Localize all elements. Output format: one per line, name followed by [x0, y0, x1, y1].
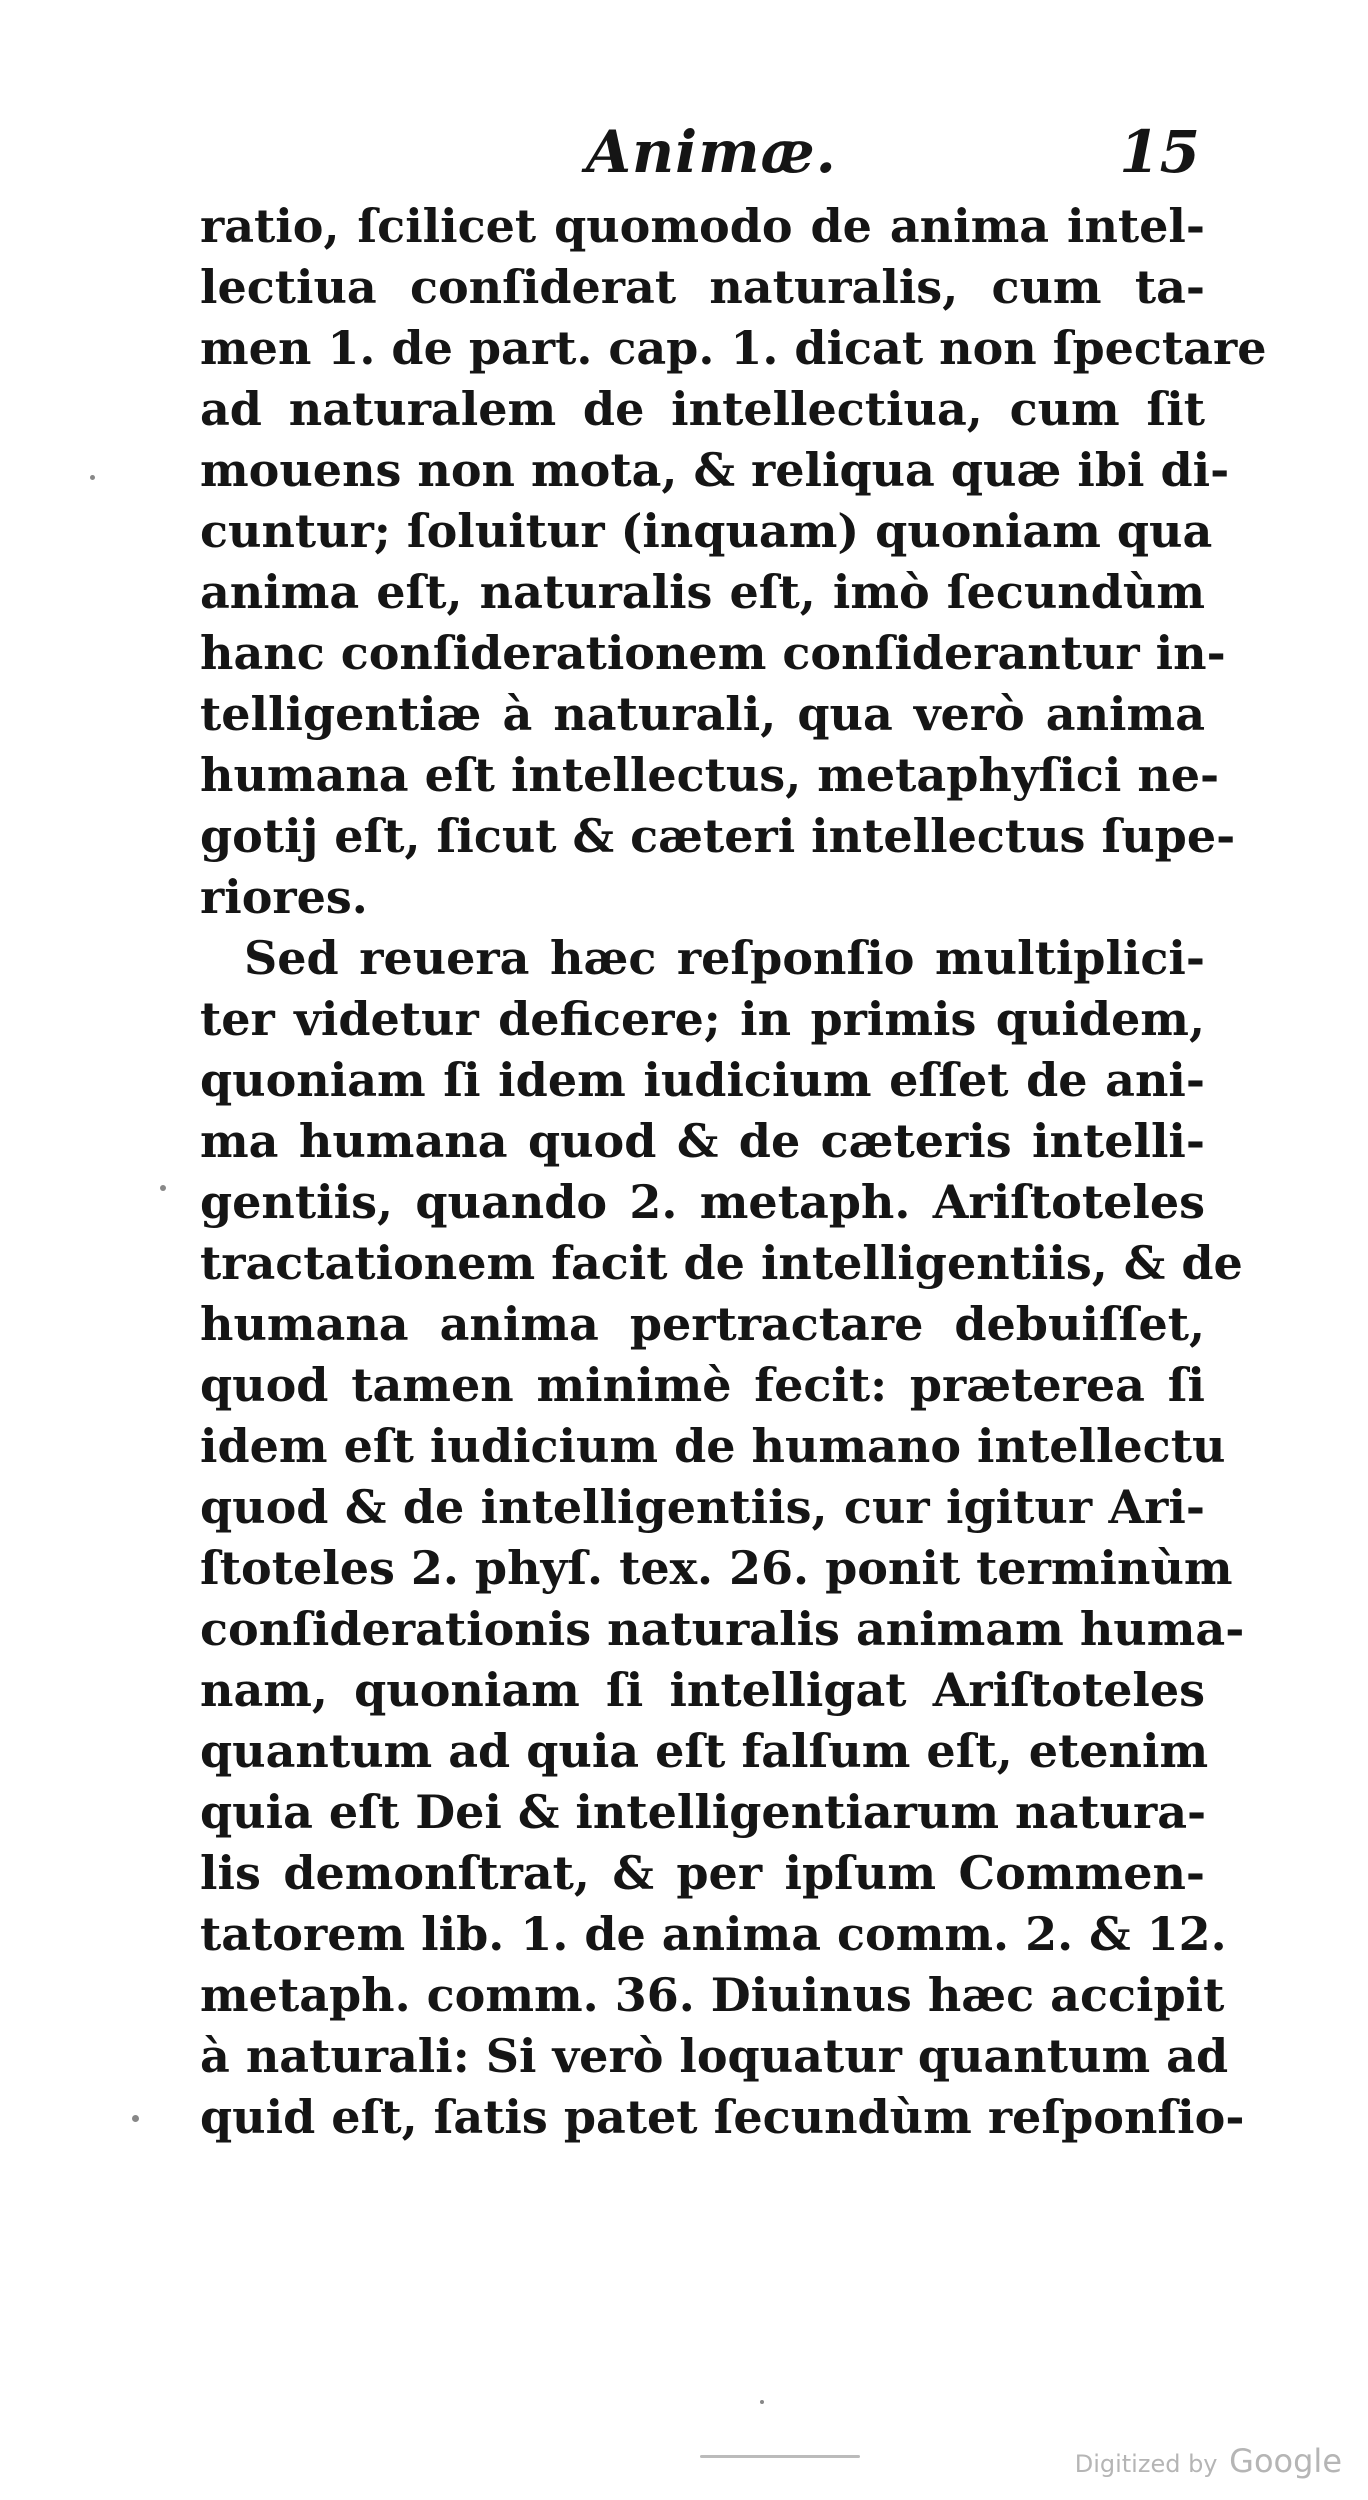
text-line: ter videtur deficere; in primis quidem, — [200, 992, 1205, 1046]
text-line: ad naturalem de intellectiua, cum ſit — [200, 382, 1205, 436]
scan-speck — [700, 2455, 860, 2458]
text-line: quid eſt, ſatis patet ſecundùm reſponſio- — [200, 2090, 1245, 2144]
body-text — [200, 196, 1267, 2148]
paragraph-1 — [200, 196, 1267, 928]
scan-speck — [760, 2400, 764, 2404]
text-line: lis demonſtrat, & per ipſum Commen- — [200, 1846, 1205, 1900]
google-brand: Google — [1229, 2442, 1342, 2480]
text-line: quia eſt Dei & intelligentiarum natura- — [200, 1785, 1207, 1839]
text-line: lectiua conſiderat naturalis, cum ta- — [200, 260, 1205, 314]
text-line: telligentiæ à naturali, qua verò anima — [200, 687, 1205, 741]
text-line: ma humana quod & de cæteris intelli- — [200, 1114, 1205, 1168]
text-line: conſiderationis naturalis animam huma- — [200, 1602, 1245, 1656]
text-line: quod & de intelligentiis, cur igitur Ari- — [200, 1480, 1205, 1534]
text-line: gentiis, quando 2. metaph. Ariſtoteles — [200, 1175, 1205, 1229]
text-line: quantum ad quia eſt falſum eſt, etenim — [200, 1724, 1209, 1778]
text-line: quod tamen minimè fecit: præterea ſi — [200, 1358, 1205, 1412]
text-line: gotij eſt, ſicut & cæteri intellectus ſupe- — [200, 809, 1236, 863]
text-line: cuntur; ſoluitur (inquam) quoniam qua — [200, 504, 1213, 558]
page-number: 15 — [1119, 118, 1200, 186]
text-line: ſtoteles 2. phyſ. tex. 26. ponit terminùm — [200, 1541, 1233, 1595]
text-line: anima eſt, naturalis eſt, imò ſecundùm — [200, 565, 1205, 619]
digitized-by-google-watermark — [1075, 2442, 1342, 2480]
digitized-prefix: Digitized by — [1074, 2450, 1218, 2478]
text-line: nam, quoniam ſi intelligat Ariſtoteles — [200, 1663, 1205, 1717]
scan-speck — [132, 2115, 139, 2122]
text-line: ratio, ſcilicet quomodo de anima intel- — [200, 199, 1205, 253]
text-line: metaph. comm. 36. Diuinus hæc accipit — [200, 1968, 1225, 2022]
text-line: mouens non mota, & reliqua quæ ibi di- — [200, 443, 1230, 497]
text-line: humana eſt intellectus, metaphyſici ne- — [200, 748, 1220, 802]
text-line: idem eſt iudicium de humano intellectu — [200, 1419, 1226, 1473]
paragraph-2 — [200, 928, 1245, 2148]
running-title: Animæ. — [586, 118, 837, 186]
text-line: tractationem facit de intelligentiis, & de — [200, 1236, 1243, 1290]
scan-speck — [160, 1185, 166, 1191]
scan-speck — [90, 475, 95, 480]
running-head — [200, 118, 1200, 198]
text-line: à naturali: Si verò loquatur quantum ad — [200, 2029, 1229, 2083]
text-line: men 1. de part. cap. 1. dicat non ſpectare — [200, 321, 1267, 375]
text-line: hanc conſiderationem conſiderantur in- — [200, 626, 1226, 680]
text-line: Sed reuera hæc reſponſio multiplici- — [244, 931, 1205, 985]
text-line: humana anima pertractare debuiſſet, — [200, 1297, 1205, 1351]
text-line: riores. — [200, 870, 368, 924]
text-line: tatorem lib. 1. de anima comm. 2. & 12. — [200, 1907, 1227, 1961]
text-line: quoniam ſi idem iudicium eſſet de ani- — [200, 1053, 1205, 1107]
